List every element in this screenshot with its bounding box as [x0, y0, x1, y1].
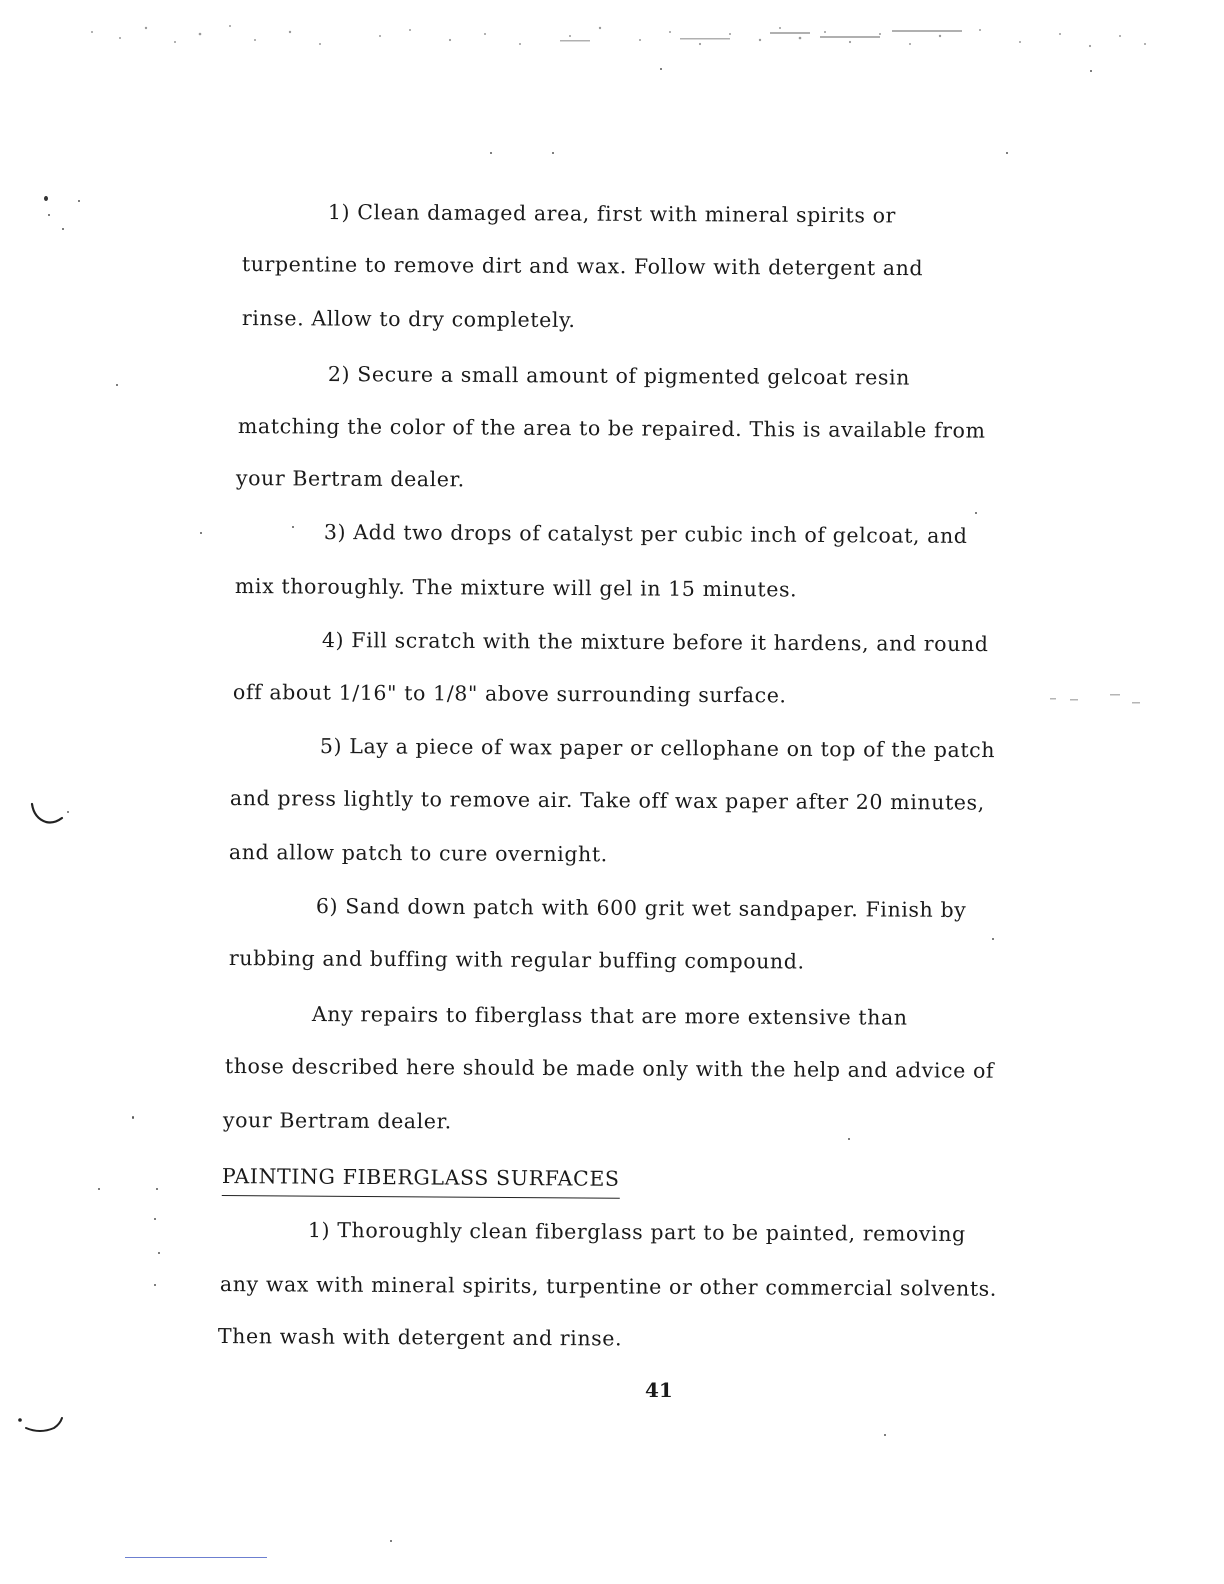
- scan-speck: [292, 526, 294, 528]
- paragraph-6-line-2: rubbing and buffing with regular buffing compound.: [228, 946, 805, 974]
- bottom-edge-rule: [125, 1557, 267, 1558]
- scan-speck: [552, 152, 554, 154]
- paragraph-2-line-3: your Bertram dealer.: [235, 466, 465, 492]
- paragraph-5-line-2: and press lightly to remove air. Take off wax paper after 20 minutes,: [229, 786, 985, 815]
- paragraph-2-line-2: matching the color of the area to be repaired. This is available from: [237, 414, 986, 443]
- scan-speck: [200, 532, 202, 534]
- paragraph-6-line-1: 6) Sand down patch with 600 grit wet sandpaper. Finish by: [315, 894, 967, 922]
- scan-noise-band: [80, 14, 1160, 56]
- scan-speck: [992, 938, 994, 940]
- section-heading: PAINTING FIBERGLASS SURFACES: [222, 1166, 620, 1198]
- paragraph-4-line-2: off about 1/16" to 1/8" above surrounding surface.: [232, 680, 787, 708]
- scan-speck: [156, 1188, 158, 1190]
- paragraph-3-line-1: 3) Add two drops of catalyst per cubic inch of gelcoat, and: [323, 520, 968, 548]
- scan-speck: [98, 1188, 100, 1190]
- scan-speck: [132, 1116, 134, 1119]
- paragraph-3-line-2: mix thoroughly. The mixture will gel in 15 minutes.: [234, 574, 798, 602]
- section-paragraph-1-line-1: 1) Thoroughly clean fiberglass part to be painted, removing: [307, 1218, 966, 1247]
- scan-speck: [1090, 70, 1092, 72]
- scan-speck: [154, 1284, 156, 1286]
- page-number: 41: [645, 1378, 673, 1402]
- paragraph-1-line-3: rinse. Allow to dry completely.: [241, 306, 576, 333]
- scan-speck: [154, 1218, 156, 1220]
- paragraph-5-line-1: 5) Lay a piece of wax paper or cellophane on top of the patch: [319, 734, 996, 763]
- scan-speck: [44, 196, 48, 201]
- left-binding-mark-lower: [14, 1410, 70, 1440]
- paragraph-1-line-2: turpentine to remove dirt and wax. Follow with detergent and: [241, 252, 924, 281]
- scan-speck: [660, 68, 662, 70]
- scan-speck: [48, 214, 50, 216]
- scan-speck: [116, 384, 118, 386]
- scan-speck: [62, 228, 64, 230]
- scan-speck: [884, 1434, 886, 1436]
- paragraph-4-line-1: 4) Fill scratch with the mixture before it hardens, and round: [321, 628, 989, 657]
- paragraph-7-line-2: those described here should be made only with the help and advice of: [224, 1054, 995, 1083]
- right-edge-mark: [1050, 690, 1150, 710]
- section-paragraph-1-line-2: any wax with mineral spirits, turpentine or other commercial solvents.: [219, 1272, 998, 1301]
- scan-speck: [390, 1540, 392, 1542]
- scan-speck: [975, 512, 977, 514]
- scan-speck: [848, 1138, 850, 1140]
- scan-speck: [78, 200, 80, 202]
- scan-speck: [490, 152, 492, 154]
- scan-speck: [158, 1252, 160, 1254]
- paragraph-1-line-1: 1) Clean damaged area, first with mineral spirits or: [327, 200, 897, 228]
- paragraph-7-line-3: your Bertram dealer.: [222, 1108, 452, 1134]
- paragraph-2-line-1: 2) Secure a small amount of pigmented gelcoat resin: [327, 362, 911, 390]
- paragraph-7-line-1: Any repairs to fiberglass that are more extensive than: [311, 1002, 908, 1030]
- section-paragraph-1-line-3: Then wash with detergent and rinse.: [217, 1324, 623, 1351]
- left-binding-mark-upper: [28, 800, 78, 830]
- scan-speck: [1006, 152, 1008, 154]
- paragraph-5-line-3: and allow patch to cure overnight.: [228, 840, 608, 867]
